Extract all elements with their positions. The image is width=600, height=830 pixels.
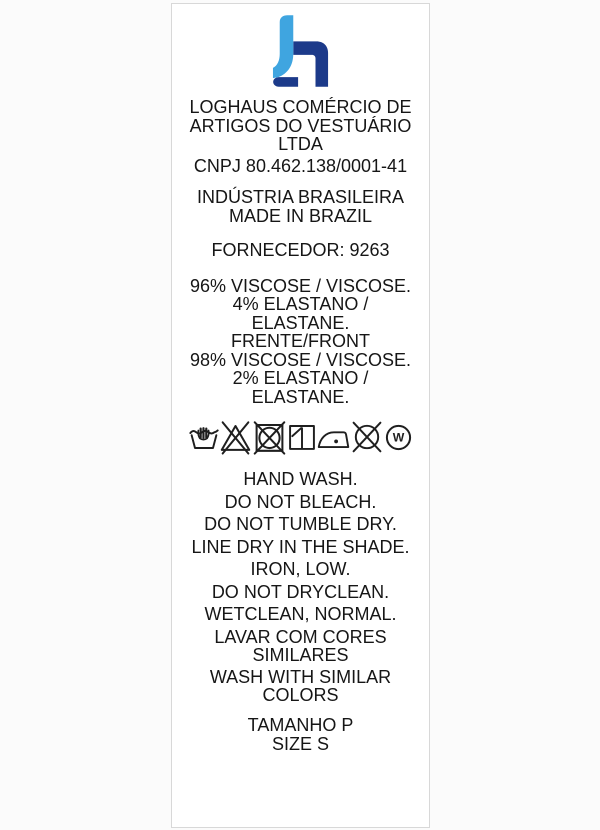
care-line: WASH WITH SIMILAR	[209, 667, 392, 687]
care-item	[172, 628, 429, 664]
care-line: LAVAR COM CORES	[214, 626, 387, 647]
care-line: SIMILARES	[252, 644, 349, 665]
company-line: LTDA	[278, 134, 323, 154]
size-line-en: SIZE S	[271, 733, 329, 754]
care-item	[172, 538, 429, 556]
fabric-composition	[172, 277, 429, 407]
composition-line: 2% ELASTANO /	[232, 368, 369, 388]
origin-info	[172, 188, 429, 225]
supplier-code: FORNECEDOR: 9263	[211, 240, 390, 260]
garment-care-label	[171, 3, 430, 828]
composition-line: 96% VISCOSE / VISCOSE.	[189, 275, 412, 296]
wetclean-normal-icon	[384, 423, 413, 452]
care-item	[172, 583, 429, 601]
composition-line: ELASTANE.	[251, 386, 350, 407]
wetclean-letter: W	[392, 430, 404, 445]
care-item	[172, 470, 429, 488]
logo-navy-foot	[273, 77, 298, 87]
iron-low-icon	[317, 424, 350, 451]
company-name	[172, 98, 429, 154]
care-line: DO NOT BLEACH.	[224, 491, 377, 512]
hand-wash-icon	[189, 422, 219, 452]
care-item	[172, 515, 429, 533]
do-not-tumble-dry-icon	[252, 418, 287, 456]
company-line: ARTIGOS DO VESTUÁRIO	[189, 115, 412, 136]
composition-line: 4% ELASTANO /	[232, 294, 369, 314]
care-instructions	[172, 470, 429, 704]
composition-line: FRENTE/FRONT	[231, 331, 370, 351]
composition-line: ELASTANE.	[251, 312, 350, 333]
line-dry-in-shade-icon	[287, 422, 317, 452]
care-line: HAND WASH.	[243, 469, 358, 489]
care-line: LINE DRY IN THE SHADE.	[191, 536, 410, 557]
origin-line: MADE IN BRAZIL	[228, 205, 373, 226]
logo-navy-arch	[293, 41, 328, 86]
care-line: DO NOT DRYCLEAN.	[211, 581, 390, 602]
care-item	[172, 560, 429, 578]
loghaus-logo	[272, 13, 330, 89]
size-info	[172, 716, 429, 753]
size-line-pt: TAMANHO P	[247, 715, 354, 735]
care-symbols-row	[172, 413, 429, 461]
cnpj-number: CNPJ 80.462.138/0001-41	[193, 155, 408, 176]
care-item	[172, 668, 429, 704]
company-line: LOGHAUS COMÉRCIO DE	[189, 97, 412, 117]
origin-line: INDÚSTRIA BRASILEIRA	[196, 187, 405, 207]
composition-line: 98% VISCOSE / VISCOSE.	[189, 349, 412, 370]
care-line: DO NOT TUMBLE DRY.	[204, 514, 397, 534]
care-line: COLORS	[262, 685, 339, 705]
logo-lightblue-stroke	[272, 15, 292, 78]
do-not-dryclean-icon	[350, 418, 384, 456]
do-not-bleach-icon	[219, 418, 252, 456]
care-item	[172, 605, 429, 623]
care-line: WETCLEAN, NORMAL.	[204, 604, 397, 624]
care-item	[172, 493, 429, 511]
care-line: IRON, LOW.	[250, 559, 351, 579]
